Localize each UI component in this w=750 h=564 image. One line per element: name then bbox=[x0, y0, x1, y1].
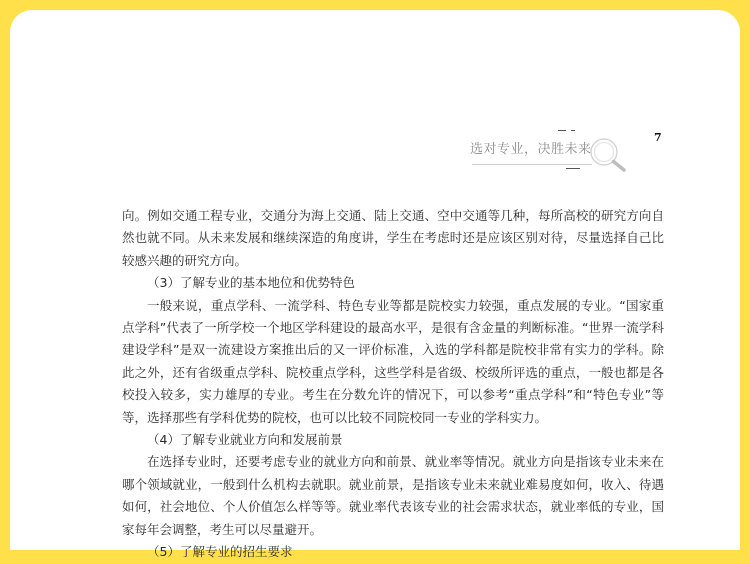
body-text bbox=[122, 205, 664, 564]
header-dash-bottom bbox=[566, 168, 580, 169]
header-dash-mid bbox=[571, 130, 575, 131]
section-heading-3: （3）了解专业的基本地位和优势特色 bbox=[147, 275, 355, 291]
page-number: 7 bbox=[654, 131, 662, 144]
header-rule bbox=[472, 164, 592, 165]
section-heading-4: （4）了解专业就业方向和发展前景 bbox=[147, 432, 343, 448]
page-header bbox=[10, 10, 740, 180]
magnifier-icon bbox=[584, 132, 634, 176]
section-heading-5: （5）了解专业的招生要求 bbox=[147, 544, 293, 560]
paragraph-continuation: 向。例如交通工程专业，交通分为海上交通、陆上交通、空中交通等几种，每所高校的研究方向自然也就不同。从未来发展和继续深造的角度讲，学生在考虑时还是应该区别对待，尽量选择自己比较感兴趣的研究方向。 bbox=[122, 208, 664, 268]
paragraph-discipline-status: 一般来说，重点学科、一流学科、特色专业等都是院校实力较强，重点发展的专业。“国家重点学科”代表了一所学校一个地区学科建设的最高水平，是很有含金量的判断标准。“世界一流学科建设学科”是双一流建设方案推出后的又一评价标准，入选的学科都是院校非常有实力的学科。除此之外，还有省级重点学科、院校重点学科，这些学科是省级、校级所评选的重点，一般也都是各校投入较多，实力雄厚的专业。考生在分数允许的情况下，可以参考“重点学科”和“特色专业”等等，选择那些有学科优势的院校，也可以比较不同院校同一专业的学科实力。 bbox=[122, 297, 664, 425]
paragraph-employment: 在选择专业时，还要考虑专业的就业方向和前景、就业率等情况。就业方向是指该专业未来在哪个领域就业，一般到什么机构去就职。就业前景，是指该专业未来就业难易度如何，收入、待遇如何，社会地位、个人价值怎么样等等。就业率代表该专业的社会需求状态，就业率低的专业，国家每年会调整，考生可以尽量避开。 bbox=[122, 454, 664, 537]
book-page bbox=[10, 10, 740, 560]
header-dash-left bbox=[558, 130, 566, 131]
header-subtitle: 选对专业，决胜未来 bbox=[470, 142, 592, 157]
